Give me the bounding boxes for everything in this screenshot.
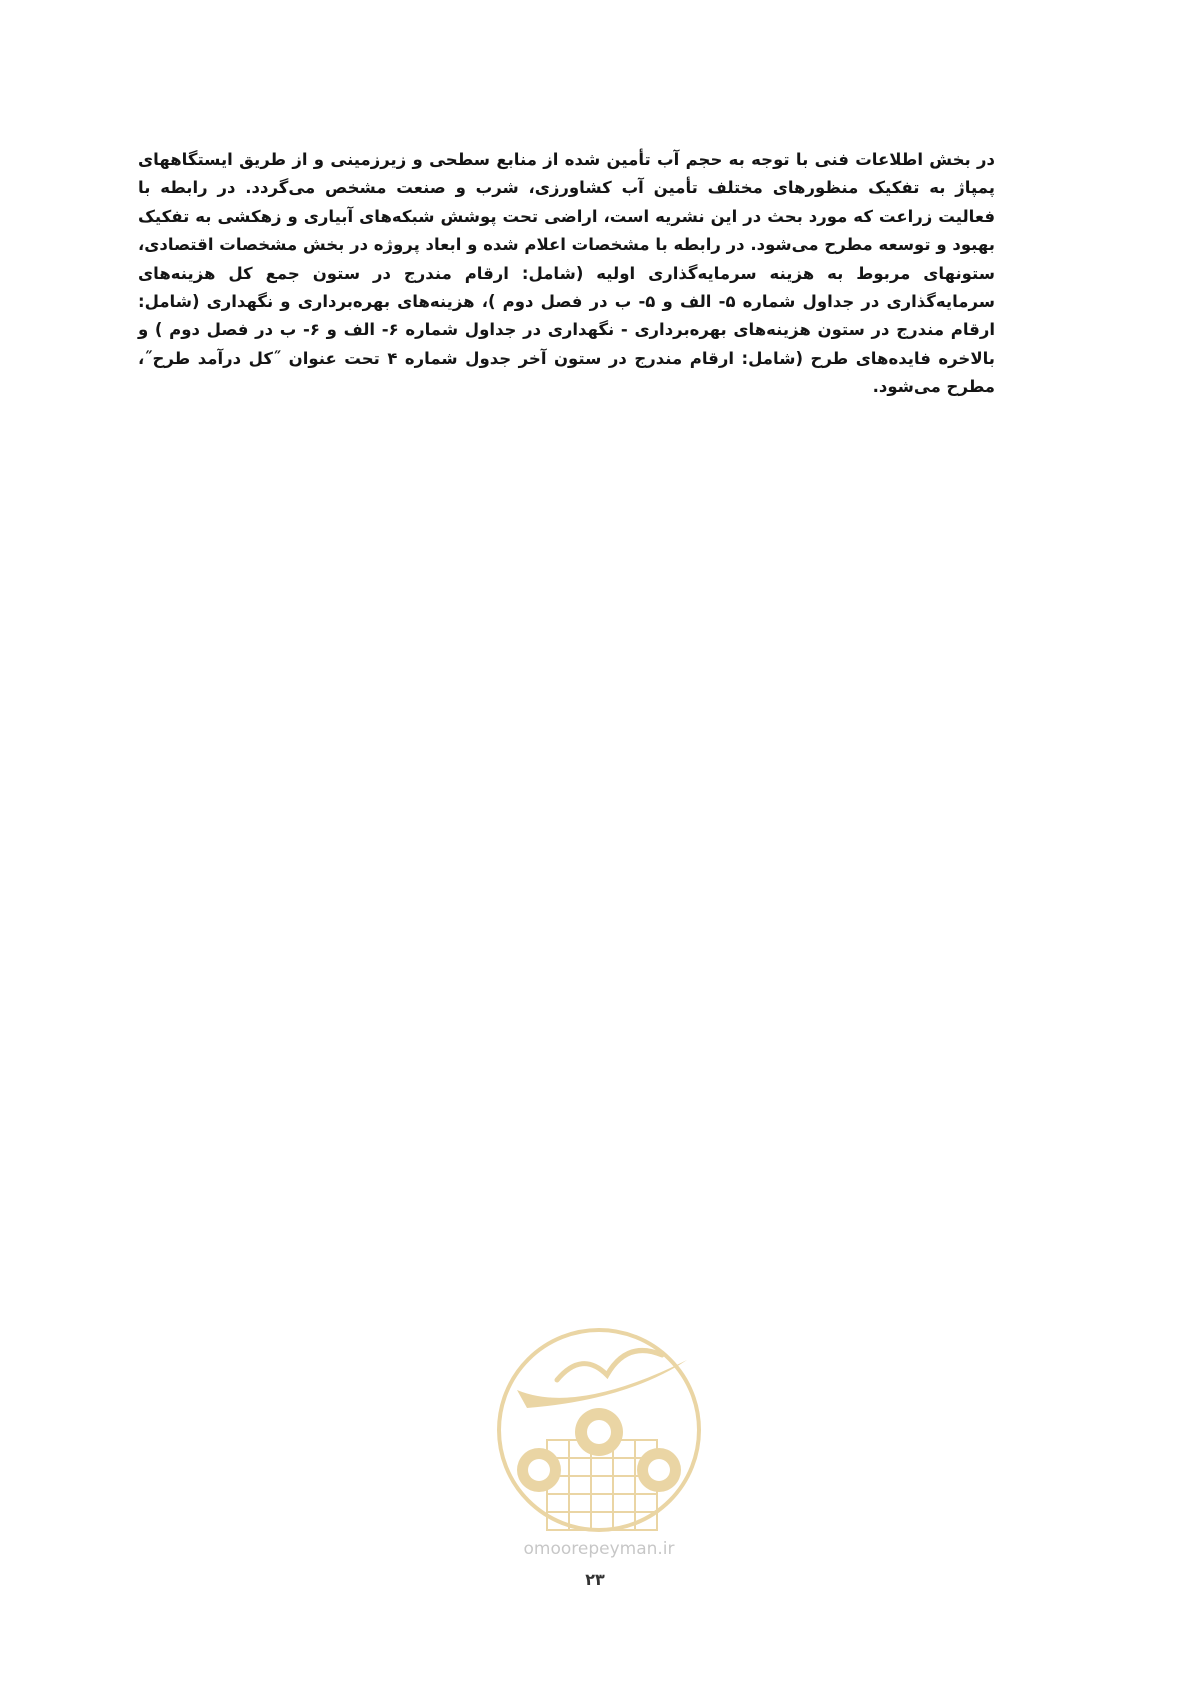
excavator-gear-icon: [637, 1448, 681, 1492]
watermark-url: omoorepeyman.ir: [523, 1539, 675, 1559]
gear-icon: [575, 1408, 623, 1456]
page-number: ۲۳: [585, 1570, 605, 1589]
scales-gear-icon: [517, 1448, 561, 1492]
logo-swoosh: [517, 1360, 687, 1408]
body-paragraph: در بخش اطلاعات فنی با توجه به حجم آب تأمین شده از منابع سطحی و زیرزمینی و از طریق ایستگاههای پمپاژ به تفکیک منظورهای مختلف تأمین آب کشاورزی، شرب و صنعت مشخص می‌گردد. در رابطه با فعالیت زراعت که مورد بحث در این نشریه است، اراضی تحت پوشش شبکه‌های آبیاری و زهکشی به تفکیک بهبود و توسعه مطرح می‌شود. در رابطه با مشخصات اعلام شده و ابعاد پروژه در بخش مشخصات اقتصادی، ستونهای مربوط به هزینه سرمایه‌گذاری اولیه (شامل: ارقام مندرج در ستون جمع کل هزینه‌های سرمایه‌گذاری در جداول شماره ۵- الف و ۵- ب در فصل دوم )، هزینه‌های بهره‌برداری و نگهداری (شامل: ارقام مندرج در ستون هزینه‌های بهره‌برداری - نگهداری در جداول شماره ۶- الف و ۶- ب در فصل دوم ) و بالاخره فایده‌های طرح (شامل: ارقام مندرج در ستون آخر جدول شماره ۴ تحت عنوان ˝کل درآمد طرح˝، مطرح می‌شود.: [138, 150, 996, 397]
logo-script-stroke: [557, 1351, 662, 1381]
omoorepeyman-logo-watermark: [487, 1320, 717, 1560]
